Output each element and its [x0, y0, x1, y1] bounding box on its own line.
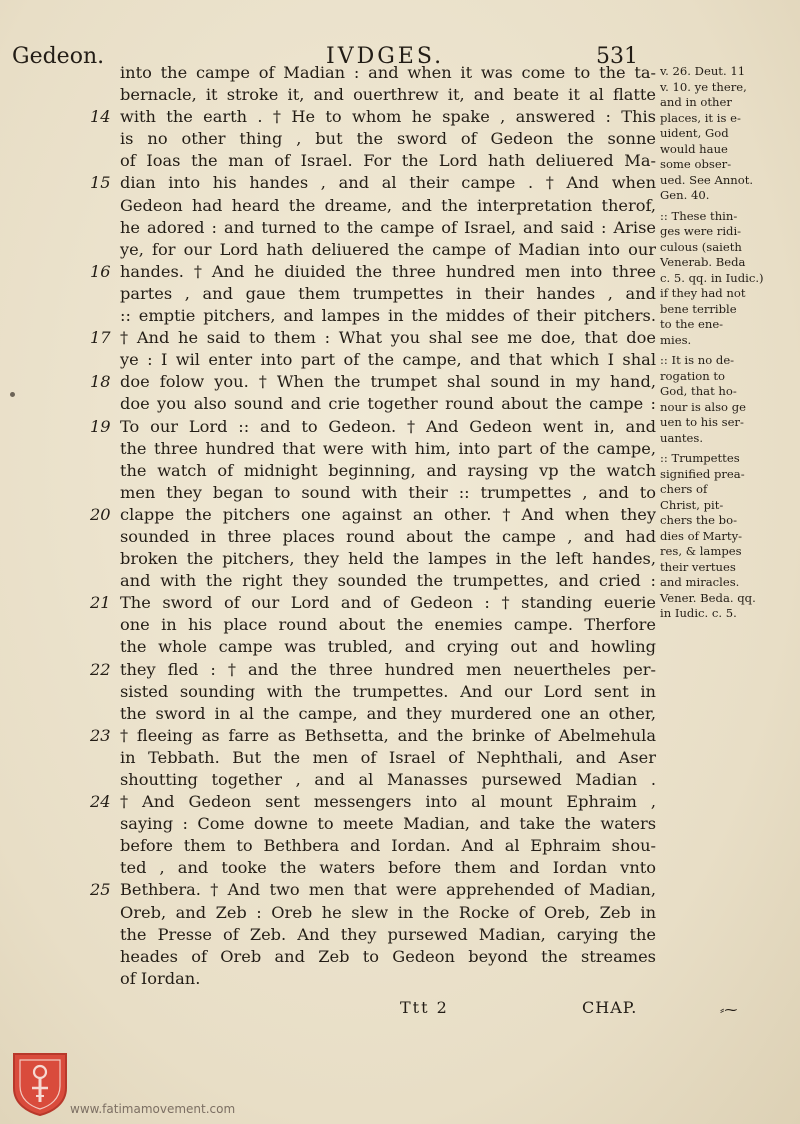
text-line — [90, 217, 656, 239]
text-line — [90, 725, 656, 747]
text-line — [90, 659, 656, 681]
line-text: shoutting together , and al Manasses pursewed Madian . — [120, 770, 656, 789]
text-line — [90, 769, 656, 791]
line-text: :: emptie pitchers, and lampes in the middes of their pitchers. — [120, 306, 656, 326]
text-line — [90, 592, 656, 614]
page-number: 531 — [596, 44, 638, 69]
text-line — [90, 239, 656, 261]
line-text: doe folow you. † When the trumpet shal sound in my hand, — [120, 372, 656, 392]
line-text: in Tebbath. But the men of Israel of Nephthali, and Aser — [120, 747, 656, 767]
line-text: the sword in al the campe, and they murdered one an other, — [120, 703, 656, 723]
line-text: with the earth . † He to whom he spake , answered : This — [120, 107, 656, 127]
line-text: heades of Oreb and Zeb to Gedeon beyond the streames — [120, 946, 656, 966]
margin-note: :: Trumpettes signified prea- chers of Christ, pit- chers the bo- dies of Marty- res, & lampes their vertues and miracles. Vener. Beda. qq. in Iudic. c. 5. — [660, 451, 756, 620]
text-line — [90, 902, 656, 924]
text-line — [90, 106, 656, 128]
text-line — [90, 813, 656, 835]
text-line — [90, 681, 656, 703]
text-line — [90, 393, 656, 415]
text-line — [90, 857, 656, 879]
text-line — [90, 172, 656, 194]
running-head-left: Gedeon. — [12, 44, 105, 69]
line-text: into the campe of Madian : and when it was come to the ta- — [120, 63, 656, 82]
margin-mark — [10, 392, 15, 397]
verse-number: 14 — [90, 107, 111, 127]
margin-note: :: These thin- ges were ridi- culous (saieth Venerab. Beda c. 5. qq. in Iudic.) if they had not bene terrible to the ene- mies. — [660, 208, 764, 347]
verse-number: 21 — [90, 593, 111, 613]
verse-number: 25 — [90, 880, 111, 900]
ornament-mark: ⸗⁓ — [720, 1003, 738, 1018]
text-line — [90, 548, 656, 570]
text-line — [90, 968, 656, 990]
verse-number: 15 — [90, 173, 111, 193]
text-line — [90, 349, 656, 371]
verse-number: 16 — [90, 261, 111, 281]
text-line — [90, 128, 656, 150]
line-text: handes. † And he diuided the three hundred men into three — [120, 261, 656, 281]
verse-number: 19 — [90, 416, 111, 436]
text-line — [90, 703, 656, 725]
line-text: clappe the pitchers one against an other. † And when they — [120, 504, 656, 524]
text-line — [90, 305, 656, 327]
shield-logo-icon — [12, 1052, 68, 1116]
line-text: ted , and tooke the waters before them and Iordan vnto — [120, 858, 656, 878]
line-text: Bethbera. † And two men that were apprehended of Madian, — [120, 880, 656, 900]
line-text: To our Lord :: and to Gedeon. † And Gedeon went in, and — [120, 416, 656, 436]
text-line — [90, 283, 656, 305]
verse-number: 23 — [90, 725, 111, 745]
line-text: sisted sounding with the trumpettes. And our Lord sent in — [120, 681, 656, 701]
line-text: ye : I wil enter into part of the campe, and that which I shal — [120, 350, 656, 370]
text-line — [90, 62, 656, 84]
line-text: men they began to sound with their :: trumpettes , and to — [120, 482, 656, 502]
text-line — [90, 416, 656, 438]
line-text: † fleeing as farre as Bethsetta, and the brinke of Abelmehula — [120, 725, 656, 745]
text-line — [90, 438, 656, 460]
text-line — [90, 261, 656, 283]
line-text: is no other thing , but the sword of Gedeon the sonne — [120, 129, 656, 149]
text-line — [90, 371, 656, 393]
text-line — [90, 482, 656, 504]
signature-mark: Ttt 2 — [400, 998, 449, 1017]
line-text: dian into his handes , and al their campe . † And when — [120, 173, 656, 193]
text-line — [90, 504, 656, 526]
catchword: CHAP. — [582, 998, 638, 1017]
line-text: partes , and gaue them trumpettes in their handes , and — [120, 283, 656, 303]
text-line — [90, 150, 656, 172]
line-text: one in his place round about the enemies campe. Therfore — [120, 615, 656, 635]
line-text: the watch of midnight beginning, and raysing vp the watch — [120, 460, 656, 480]
line-text: of Iordan. — [120, 968, 201, 988]
text-line — [90, 570, 656, 592]
line-text: he adored : and turned to the campe of Israel, and said : Arise — [120, 217, 656, 237]
verse-number: 18 — [90, 372, 111, 392]
line-text: † And he said to them : What you shal see me doe, that doe — [120, 328, 656, 348]
verse-number: 22 — [90, 659, 111, 679]
text-line — [90, 747, 656, 769]
line-text: bernacle, it stroke it, and ouerthrew it, and beate it al flatte — [120, 85, 656, 105]
verse-number: 17 — [90, 328, 111, 348]
text-line — [90, 195, 656, 217]
line-text: Gedeon had heard the dreame, and the interpretation therof, — [120, 195, 656, 215]
line-text: and with the right they sounded the trumpettes, and cried : — [120, 571, 656, 591]
line-text: Oreb, and Zeb : Oreb he slew in the Rocke of Oreb, Zeb in — [120, 902, 656, 922]
line-text: doe you also sound and crie together round about the campe : — [120, 394, 656, 414]
text-line — [90, 460, 656, 482]
footer-url-link[interactable]: www.fatimamovement.com — [70, 1102, 236, 1116]
line-text: the Presse of Zeb. And they pursewed Madian, carying the — [120, 924, 656, 944]
text-line — [90, 84, 656, 106]
text-line — [90, 636, 656, 658]
text-line — [90, 327, 656, 349]
line-text: the three hundred that were with him, into part of the campe, — [120, 438, 656, 458]
line-text: the whole campe was trubled, and crying out and howling — [120, 637, 656, 657]
line-text: they fled : † and the three hundred men neuertheles per- — [120, 659, 656, 679]
line-text: The sword of our Lord and of Gedeon : † standing euerie — [120, 593, 656, 613]
text-line — [90, 614, 656, 636]
line-text: of Ioas the man of Israel. For the Lord hath deliuered Ma- — [120, 151, 656, 171]
line-text: saying : Come downe to meete Madian, and take the waters — [120, 814, 656, 834]
text-line — [90, 526, 656, 548]
margin-note: v. 26. Deut. 11 v. 10. ye there, and in other places, it is e- uident, God would haue some obser- ued. See Annot. Gen. 40. — [660, 64, 754, 202]
main-text-column — [90, 62, 656, 990]
margin-note: :: It is no de- rogation to God, that ho- nour is also ge uen to his ser- uantes. — [660, 353, 747, 445]
margin-notes-column — [660, 64, 796, 627]
verse-number: 24 — [90, 792, 111, 812]
text-line — [90, 879, 656, 901]
line-text: before them to Bethbera and Iordan. And al Ephraim shou- — [120, 836, 656, 856]
text-line — [90, 924, 656, 946]
line-text: † And Gedeon sent messengers into al mount Ephraim , — [120, 792, 656, 812]
text-line — [90, 946, 656, 968]
text-line — [90, 835, 656, 857]
running-head-book-title: IVDGES. — [326, 44, 445, 69]
line-text: sounded in three places round about the campe , and had — [120, 526, 656, 546]
line-text: broken the pitchers, they held the lampes in the left handes, — [120, 549, 656, 569]
line-text: ye, for our Lord hath deliuered the campe of Madian into our — [120, 239, 656, 259]
verse-number: 20 — [90, 504, 111, 524]
text-line — [90, 791, 656, 813]
